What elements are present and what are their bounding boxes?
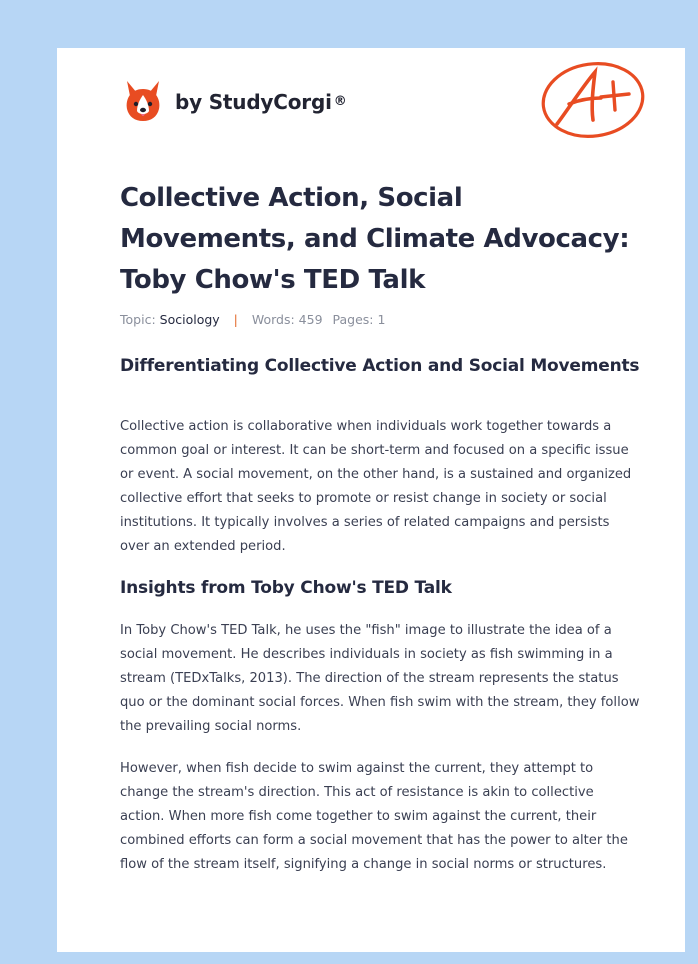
paragraph: However, when fish decide to swim against the current, they attempt to change the stream's direction. This act of resistance is akin to collective action. When more fish come together to swim against the current, their combined efforts can form a social movement that has the power to alter the flow of the stream itself, signifying a change in social norms or structures.	[120, 761, 628, 872]
word-count: Words: 459	[251, 312, 323, 327]
brand-name: by StudyCorgi	[175, 90, 332, 114]
page-count: Pages: 1	[332, 312, 386, 327]
corgi-logo-icon	[123, 79, 163, 123]
topic-label: Topic:	[120, 312, 156, 327]
brand-header[interactable]	[123, 76, 347, 126]
registered-mark: ®	[333, 93, 347, 109]
document-page	[57, 48, 685, 952]
document-meta	[120, 312, 385, 327]
a-plus-grade-icon	[539, 58, 649, 140]
page-title: Collective Action, Social Movements, and Climate Advocacy: Toby Chow's TED Talk	[120, 183, 630, 295]
section-heading: Differentiating Collective Action and Social Movements	[120, 356, 640, 376]
meta-separator: |	[233, 312, 238, 327]
topic-link[interactable]: Sociology	[159, 312, 220, 327]
paragraph: Collective action is collaborative when individuals work together towards a common goal or interest. It can be short-term and focused on a specific issue or event. A social movement, on the other hand, is a sustained and organized collective effort that seeks to promote or resist change in society or social institutions. It typically involves a series of related campaigns and persists over an extended period.	[120, 419, 632, 554]
paragraph: In Toby Chow's TED Talk, he uses the "fish" image to illustrate the idea of a social movement. He describes individuals in society as fish swimming in a stream (TEDxTalks, 2013). The direction of the stream represents the status quo or the dominant social forces. When fish swim with the stream, they follow the prevailing social norms.	[120, 623, 640, 734]
section-heading: Insights from Toby Chow's TED Talk	[120, 578, 452, 598]
